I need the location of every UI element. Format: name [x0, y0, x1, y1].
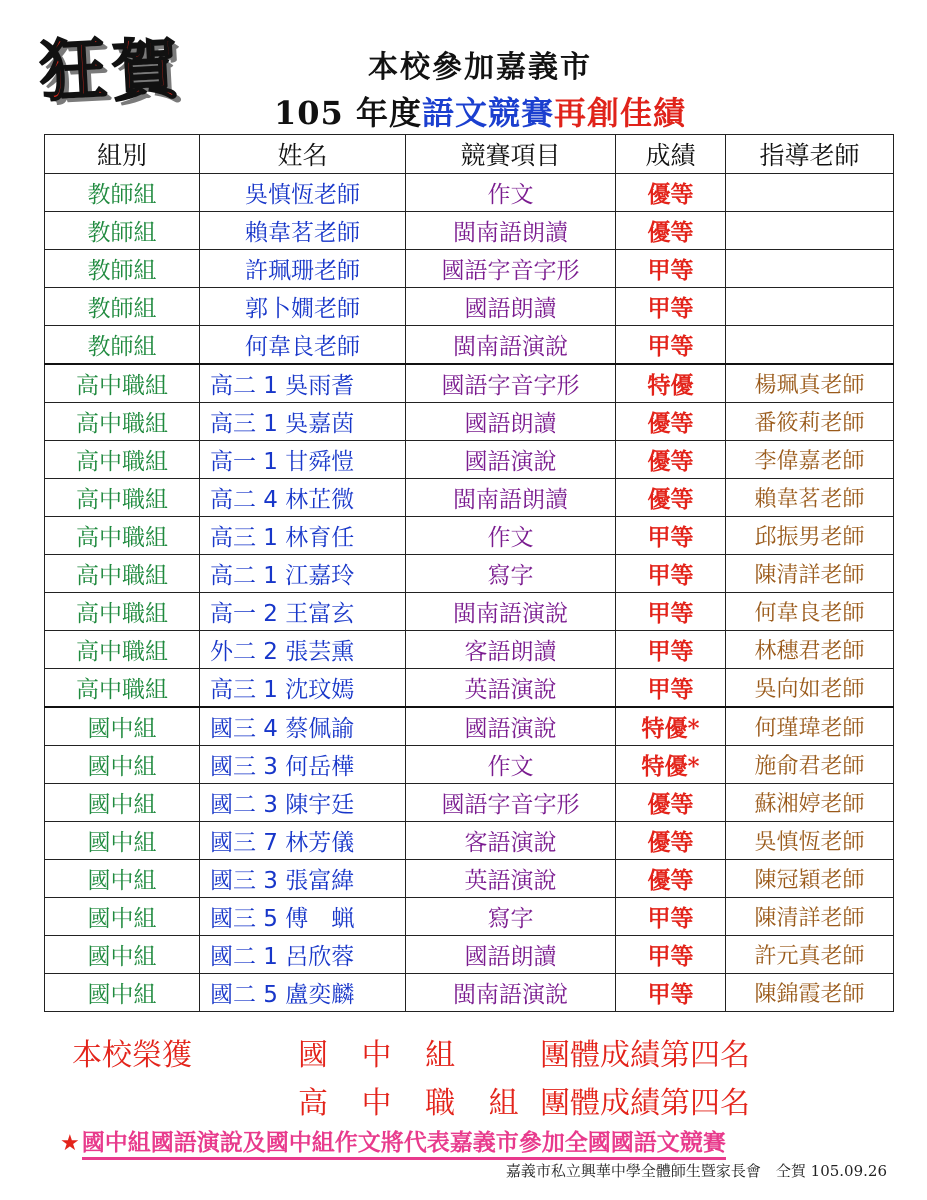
cell-name: 外二 2 張芸熏	[200, 631, 406, 669]
cell-group: 高中職組	[45, 403, 200, 441]
cell-result: 甲等	[616, 593, 726, 631]
table-header-row	[45, 135, 894, 174]
cell-event: 寫字	[406, 898, 616, 936]
table-row	[45, 441, 894, 479]
cell-name: 國三 4 蔡佩諭	[200, 707, 406, 746]
cell-event: 閩南語朗讀	[406, 212, 616, 250]
cell-event: 作文	[406, 746, 616, 784]
honor-result-senior-high: 團體成績第四名	[540, 1086, 750, 1121]
cell-teacher: 何韋良老師	[726, 593, 894, 631]
cell-result: 甲等	[616, 288, 726, 326]
cell-group: 高中職組	[45, 517, 200, 555]
cell-name: 國三 7 林芳儀	[200, 822, 406, 860]
cell-result: 甲等	[616, 974, 726, 1012]
cell-event: 閩南語演說	[406, 593, 616, 631]
cell-teacher: 陳冠穎老師	[726, 860, 894, 898]
cell-teacher: 陳清詳老師	[726, 898, 894, 936]
cell-group: 教師組	[45, 288, 200, 326]
cell-result: 優等	[616, 403, 726, 441]
cell-result: 優等	[616, 212, 726, 250]
table-row	[45, 936, 894, 974]
cell-event: 英語演說	[406, 669, 616, 708]
table-row	[45, 517, 894, 555]
cell-result: 優等	[616, 479, 726, 517]
cell-event: 國語字音字形	[406, 784, 616, 822]
cell-teacher	[726, 250, 894, 288]
cell-teacher: 吳向如老師	[726, 669, 894, 708]
cell-result: 甲等	[616, 936, 726, 974]
honor-label: 本校榮獲	[72, 1038, 192, 1073]
cell-teacher: 林穗君老師	[726, 631, 894, 669]
cell-name: 國二 3 陳宇廷	[200, 784, 406, 822]
cell-group: 高中職組	[45, 631, 200, 669]
cell-group: 國中組	[45, 822, 200, 860]
cell-event: 國語朗讀	[406, 288, 616, 326]
cell-group: 教師組	[45, 326, 200, 365]
cell-group: 高中職組	[45, 669, 200, 708]
table-row	[45, 631, 894, 669]
congrats-banner	[40, 30, 250, 110]
table-row	[45, 250, 894, 288]
cell-result: 甲等	[616, 326, 726, 365]
table-row	[45, 174, 894, 212]
honor-group-senior-high: 高 中 職 組	[298, 1086, 531, 1121]
cell-event: 閩南語演說	[406, 326, 616, 365]
cell-group: 國中組	[45, 898, 200, 936]
cell-teacher: 邱振男老師	[726, 517, 894, 555]
table-row	[45, 288, 894, 326]
cell-teacher: 楊珮真老師	[726, 364, 894, 403]
signature-line: 嘉義市私立興華中學全體師生暨家長會 仝賀 105.09.26	[505, 1162, 887, 1180]
page-title-line-2	[230, 88, 730, 134]
cell-group: 高中職組	[45, 593, 200, 631]
column-header-result: 成績	[616, 135, 726, 174]
cell-teacher: 施俞君老師	[726, 746, 894, 784]
star-icon: ★	[60, 1131, 80, 1156]
cell-name: 國二 1 呂欣蓉	[200, 936, 406, 974]
title-achievement: 再創佳績	[553, 94, 686, 132]
cell-teacher: 吳慎恆老師	[726, 822, 894, 860]
cell-teacher	[726, 174, 894, 212]
cell-group: 高中職組	[45, 441, 200, 479]
results-table	[44, 134, 894, 1012]
cell-event: 國語演說	[406, 441, 616, 479]
column-header-name: 姓名	[200, 135, 406, 174]
cell-result: 優等	[616, 441, 726, 479]
table-row	[45, 784, 894, 822]
cell-group: 國中組	[45, 746, 200, 784]
cell-result: 甲等	[616, 517, 726, 555]
cell-teacher: 許元真老師	[726, 936, 894, 974]
column-header-group: 組別	[45, 135, 200, 174]
cell-name: 高二 1 吳雨耆	[200, 364, 406, 403]
cell-event: 英語演說	[406, 860, 616, 898]
cell-event: 國語朗讀	[406, 936, 616, 974]
cell-name: 許珮珊老師	[200, 250, 406, 288]
table-row	[45, 669, 894, 708]
cell-group: 高中職組	[45, 364, 200, 403]
page-title-line-1: 本校參加嘉義市	[368, 50, 592, 85]
cell-event: 國語字音字形	[406, 364, 616, 403]
cell-event: 國語字音字形	[406, 250, 616, 288]
cell-name: 高三 1 林育任	[200, 517, 406, 555]
cell-result: 甲等	[616, 898, 726, 936]
cell-event: 寫字	[406, 555, 616, 593]
cell-name: 吳慎恆老師	[200, 174, 406, 212]
cell-result: 甲等	[616, 555, 726, 593]
cell-group: 國中組	[45, 784, 200, 822]
cell-name: 高一 2 王富玄	[200, 593, 406, 631]
cell-name: 國三 3 何岳樺	[200, 746, 406, 784]
cell-teacher	[726, 212, 894, 250]
cell-result: 甲等	[616, 631, 726, 669]
cell-result: 特優*	[616, 707, 726, 746]
cell-teacher	[726, 326, 894, 365]
cell-name: 賴韋茗老師	[200, 212, 406, 250]
representation-note	[60, 1124, 726, 1157]
cell-event: 閩南語演說	[406, 974, 616, 1012]
note-text: 國中組國語演說及國中組作文將代表嘉義市參加全國國語文競賽	[82, 1130, 726, 1160]
table-row	[45, 822, 894, 860]
cell-teacher: 陳錦霞老師	[726, 974, 894, 1012]
cell-name: 高一 1 甘舜愷	[200, 441, 406, 479]
title-year: 105 年度	[274, 94, 422, 132]
cell-group: 國中組	[45, 707, 200, 746]
cell-event: 國語演說	[406, 707, 616, 746]
table-row	[45, 479, 894, 517]
honor-group-junior-high: 國 中 組	[298, 1038, 468, 1073]
table-row	[45, 364, 894, 403]
cell-event: 客語朗讀	[406, 631, 616, 669]
cell-name: 何韋良老師	[200, 326, 406, 365]
table-row	[45, 860, 894, 898]
cell-group: 國中組	[45, 860, 200, 898]
column-header-event: 競賽項目	[406, 135, 616, 174]
cell-result: 優等	[616, 860, 726, 898]
cell-result: 優等	[616, 822, 726, 860]
results-body	[45, 174, 894, 1012]
cell-event: 作文	[406, 517, 616, 555]
cell-result: 優等	[616, 174, 726, 212]
cell-group: 高中職組	[45, 479, 200, 517]
cell-result: 特優*	[616, 746, 726, 784]
cell-name: 高二 4 林芷微	[200, 479, 406, 517]
cell-event: 閩南語朗讀	[406, 479, 616, 517]
cell-group: 教師組	[45, 174, 200, 212]
table-row	[45, 898, 894, 936]
cell-name: 國三 3 張富緯	[200, 860, 406, 898]
cell-name: 高三 1 沈玟嫣	[200, 669, 406, 708]
table-row	[45, 746, 894, 784]
cell-teacher: 陳清詳老師	[726, 555, 894, 593]
cell-teacher	[726, 288, 894, 326]
cell-event: 作文	[406, 174, 616, 212]
cell-name: 國三 5 傅 蝋	[200, 898, 406, 936]
cell-group: 國中組	[45, 974, 200, 1012]
cell-result: 甲等	[616, 669, 726, 708]
cell-group: 國中組	[45, 936, 200, 974]
cell-result: 特優	[616, 364, 726, 403]
cell-name: 高二 1 江嘉玲	[200, 555, 406, 593]
table-row	[45, 212, 894, 250]
cell-teacher: 蘇湘婷老師	[726, 784, 894, 822]
table-row	[45, 326, 894, 365]
honor-result-junior-high: 團體成績第四名	[540, 1038, 750, 1073]
congrats-char-2: 賀	[110, 29, 180, 111]
table-row	[45, 555, 894, 593]
cell-teacher: 何瑾瑋老師	[726, 707, 894, 746]
title-contest: 語文競賽	[421, 94, 554, 132]
cell-name: 郭卜嫺老師	[200, 288, 406, 326]
cell-group: 教師組	[45, 250, 200, 288]
cell-result: 優等	[616, 784, 726, 822]
table-row	[45, 403, 894, 441]
column-header-teacher: 指導老師	[726, 135, 894, 174]
cell-event: 客語演說	[406, 822, 616, 860]
table-row	[45, 707, 894, 746]
cell-group: 教師組	[45, 212, 200, 250]
table-row	[45, 974, 894, 1012]
cell-teacher: 番筱莉老師	[726, 403, 894, 441]
cell-name: 國二 5 盧奕麟	[200, 974, 406, 1012]
cell-teacher: 李偉嘉老師	[726, 441, 894, 479]
cell-name: 高三 1 吳嘉茵	[200, 403, 406, 441]
cell-event: 國語朗讀	[406, 403, 616, 441]
cell-result: 甲等	[616, 250, 726, 288]
cell-teacher: 賴韋茗老師	[726, 479, 894, 517]
table-row	[45, 593, 894, 631]
congrats-char-1: 狂	[38, 29, 108, 111]
cell-group: 高中職組	[45, 555, 200, 593]
